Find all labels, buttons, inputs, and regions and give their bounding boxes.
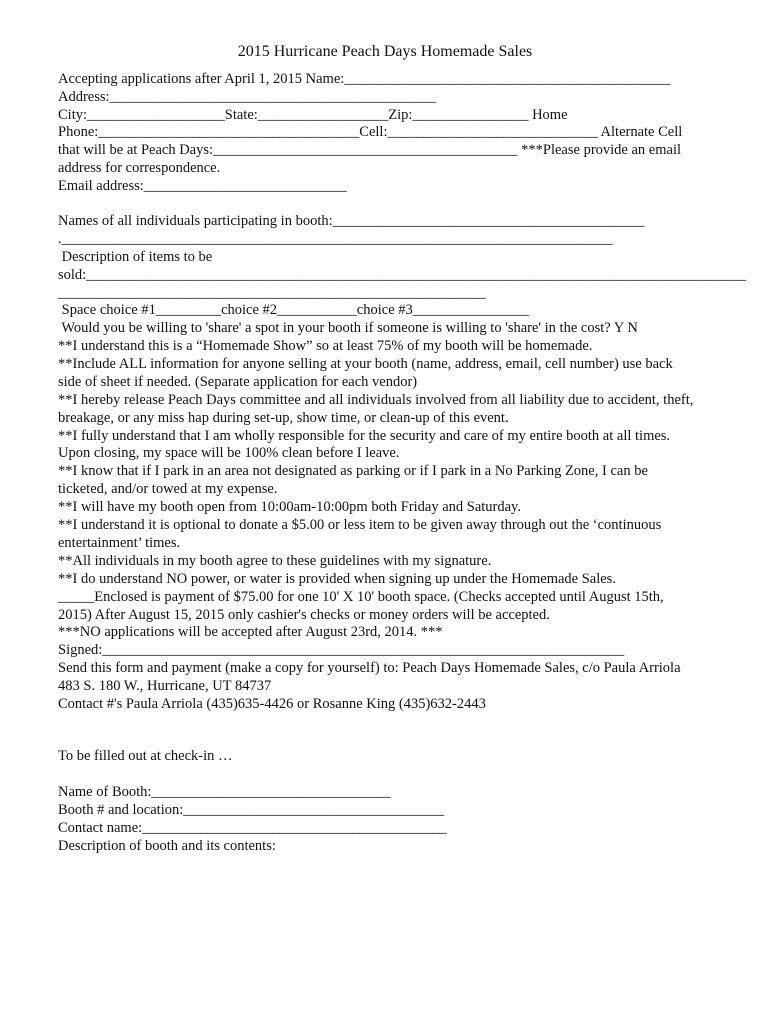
space-choice-line: Space choice #1_________choice #2___________choice #3________________ [58, 302, 529, 318]
items-sold-field-line: sold:___________________________________________________________________________________________ [58, 267, 746, 283]
address-field-line: Address:_____________________________________________ [58, 89, 436, 105]
mailing-instructions: Send this form and payment (make a copy for yourself) to: Peach Days Homemade Sales, c/o Paula Arriola [58, 660, 681, 676]
items-description-label: Description of items to be [58, 249, 213, 265]
term-include-info-cont: side of sheet if needed. (Separate application for each vendor) [58, 374, 418, 390]
share-spot-question: Would you be willing to 'share' a spot in your booth if someone is willing to 'share' in the cost? Y N [58, 320, 638, 336]
city-state-zip-line: City:___________________State:__________________Zip:________________ Home [58, 107, 568, 123]
term-donation: **I understand it is optional to donate a $5.00 or less item to be given away through out the ‘continuous [58, 517, 662, 533]
signature-field-line: Signed:________________________________________________________________________ [58, 642, 625, 658]
name-field-line: Accepting applications after April 1, 2015 Name:_____________________________________________ [58, 71, 671, 87]
term-no-power: **I do understand NO power, or water is provided when signing up under the Homemade Sales. [58, 571, 616, 587]
term-hours: **I will have my booth open from 10:00am-10:00pm both Friday and Saturday. [58, 499, 521, 515]
alternate-cell-line: that will be at Peach Days:__________________________________________ ***Please provide an email [58, 142, 682, 158]
booth-description-label: Description of booth and its contents: [58, 838, 276, 854]
term-signature-agree: **All individuals in my booth agree to these guidelines with my signature. [58, 553, 492, 569]
term-parking-cont: ticketed, and/or towed at my expense. [58, 481, 278, 497]
contact-name-field-line: Contact name:__________________________________________ [58, 820, 447, 836]
mailing-address: 483 S. 180 W., Hurricane, UT 84737 [58, 678, 272, 694]
participants-continuation-line: .____________________________________________________________________________ [58, 231, 613, 247]
term-security: **I fully understand that I am wholly responsible for the security and care of my entire booth at all times. [58, 428, 671, 444]
term-security-cont: Upon closing, my space will be 100% clean before I leave. [58, 445, 400, 461]
payment-line: _____Enclosed is payment of $75.00 for one 10' X 10' booth space. (Checks accepted until August 15th, [58, 589, 664, 605]
correspondence-line: address for correspondence. [58, 160, 221, 176]
booth-name-field-line: Name of Booth:_________________________________ [58, 784, 391, 800]
checkin-heading: To be filled out at check-in … [58, 748, 233, 764]
participants-field-line: Names of all individuals participating in booth:___________________________________________ [58, 213, 645, 229]
form-title: 2015 Hurricane Peach Days Homemade Sales [237, 43, 533, 60]
booth-location-field-line: Booth # and location:____________________________________ [58, 802, 445, 818]
term-liability-cont: breakage, or any miss hap during set-up, show time, or clean-up of this event. [58, 410, 509, 426]
term-parking: **I know that if I park in an area not designated as parking or if I park in a No Parking Zone, I can be [58, 463, 648, 479]
payment-line-cont: 2015) After August 15, 2015 only cashier's checks or money orders will be accepted. [58, 607, 550, 623]
term-donation-cont: entertainment’ times. [58, 535, 181, 551]
deadline-line: ***NO applications will be accepted after August 23rd, 2014. *** [58, 624, 443, 640]
term-liability: **I hereby release Peach Days committee and all individuals involved from all liability due to accident, theft, [58, 392, 694, 408]
term-include-info: **Include ALL information for anyone selling at your booth (name, address, email, cell number) use back [58, 356, 673, 372]
contact-numbers: Contact #'s Paula Arriola (435)635-4426 or Rosanne King (435)632-2443 [58, 696, 486, 712]
items-blank-line: ___________________________________________________________ [58, 285, 486, 301]
term-homemade: **I understand this is a “Homemade Show” so at least 75% of my booth will be homemade. [58, 338, 593, 354]
phone-cell-line: Phone:____________________________________Cell:_____________________________ Alternate Cell [58, 124, 683, 140]
email-field-line: Email address:____________________________ [58, 178, 347, 194]
